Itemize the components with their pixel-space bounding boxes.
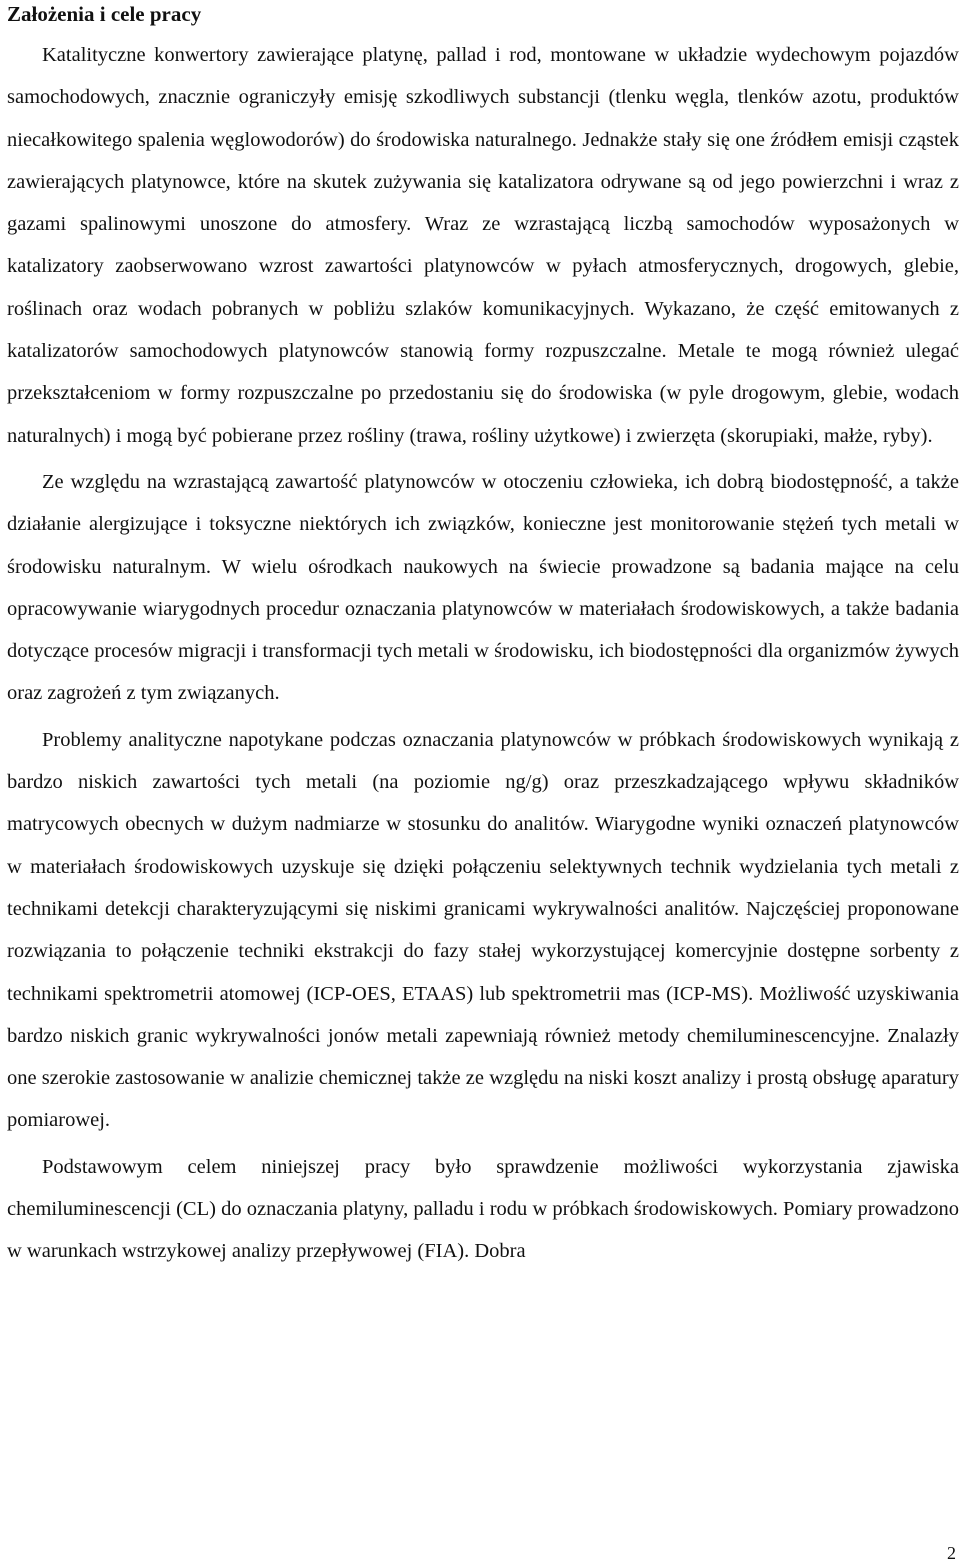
section-heading: Założenia i cele pracy [7,2,202,26]
document-page [7,0,959,1273]
paragraph-catalytic-converters: Katalityczne konwertory zawierające platynę, pallad i rod, montowane w układzie wydechowym pojazdów samochodowych, znacznie ograniczyły emisję szkodliwych substancji (tlenku węgla, tlenków azotu, produktów niecałkowitego spalenia węglowodorów) do środowiska naturalnego. Jednakże stały się one źródłem emisji cząstek zawierających platynowce, które na skutek zużywania się katalizatora odrywane są od jego powierzchni i wraz z gazami spalinowymi unoszone do atmosfery. Wraz ze wzrastającą liczbą samochodów wyposażonych w katalizatory zaobserwowano wzrost zawartości platynowców w pyłach atmosferycznych, drogowych, glebie, roślinach oraz wodach pobranych w pobliżu szlaków komunikacyjnych. Wykazano, że część emitowanych z katalizatorów samochodowych platynowców stanowią formy rozpuszczalne. Metale te mogą również ulegać przekształceniom w formy rozpuszczalne po przedostaniu się do środowiska (w pyle drogowym, glebie, wodach naturalnych) i mogą być pobierane przez rośliny (trawa, rośliny użytkowe) i zwierzęta (skorupiaki, małże, ryby). [7,44,959,447]
paragraph-aim-of-work: Podstawowym celem niniejszej pracy było sprawdzenie możliwości wykorzystania zjawiska chemiluminescencji (CL) do oznaczania platyny, palladu i rodu w próbkach środowiskowych. Pomiary prowadzono w warunkach wstrzykowej analizy przepływowej (FIA). Dobra [7,1155,959,1263]
paragraph-monitoring-need: Ze względu na wzrastającą zawartość platynowców w otoczeniu człowieka, ich dobrą biodostępność, a także działanie alergizujące i toksyczne niektórych ich związków, konieczne jest monitorowanie stężeń tych metali w środowisku naturalnym. W wielu ośrodkach naukowych na świecie prowadzone są badania mające na celu opracowywanie wiarygodnych procedur oznaczania platynowców w materiałach środowiskowych, a także badania dotyczące procesów migracji i transformacji tych metali w środowisku, ich biodostępności dla organizmów żywych oraz zagrożeń z tym związanych. [7,470,959,705]
page-number: 2 [947,1543,956,1563]
paragraph-analytical-problems: Problemy analityczne napotykane podczas oznaczania platynowców w próbkach środowiskowych wynikają z bardzo niskich zawartości tych metali (na poziomie ng/g) oraz przeszkadzającego wpływu składników matrycowych obecnych w dużym nadmiarze w stosunku do analitów. Wiarygodne wyniki oznaczeń platynowców w materiałach środowiskowych uzyskuje się dzięki połączeniu selektywnych technik wydzielania tych metali z technikami detekcji charakteryzującymi się niskimi granicami wykrywalności analitów. Najczęściej proponowane rozwiązania to połączenie techniki ekstrakcji do fazy stałej wykorzystującej komercyjnie dostępne sorbenty z technikami spektrometrii atomowej (ICP-OES, ETAAS) lub spektrometrii mas (ICP-MS). Możliwość uzyskiwania bardzo niskich granic wykrywalności jonów metali zapewniają również metody chemiluminescencyjne. Znalazły one szerokie zastosowanie w analizie chemicznej także ze względu na niski koszt analizy i prostą obsługę aparatury pomiarowej. [7,728,959,1132]
